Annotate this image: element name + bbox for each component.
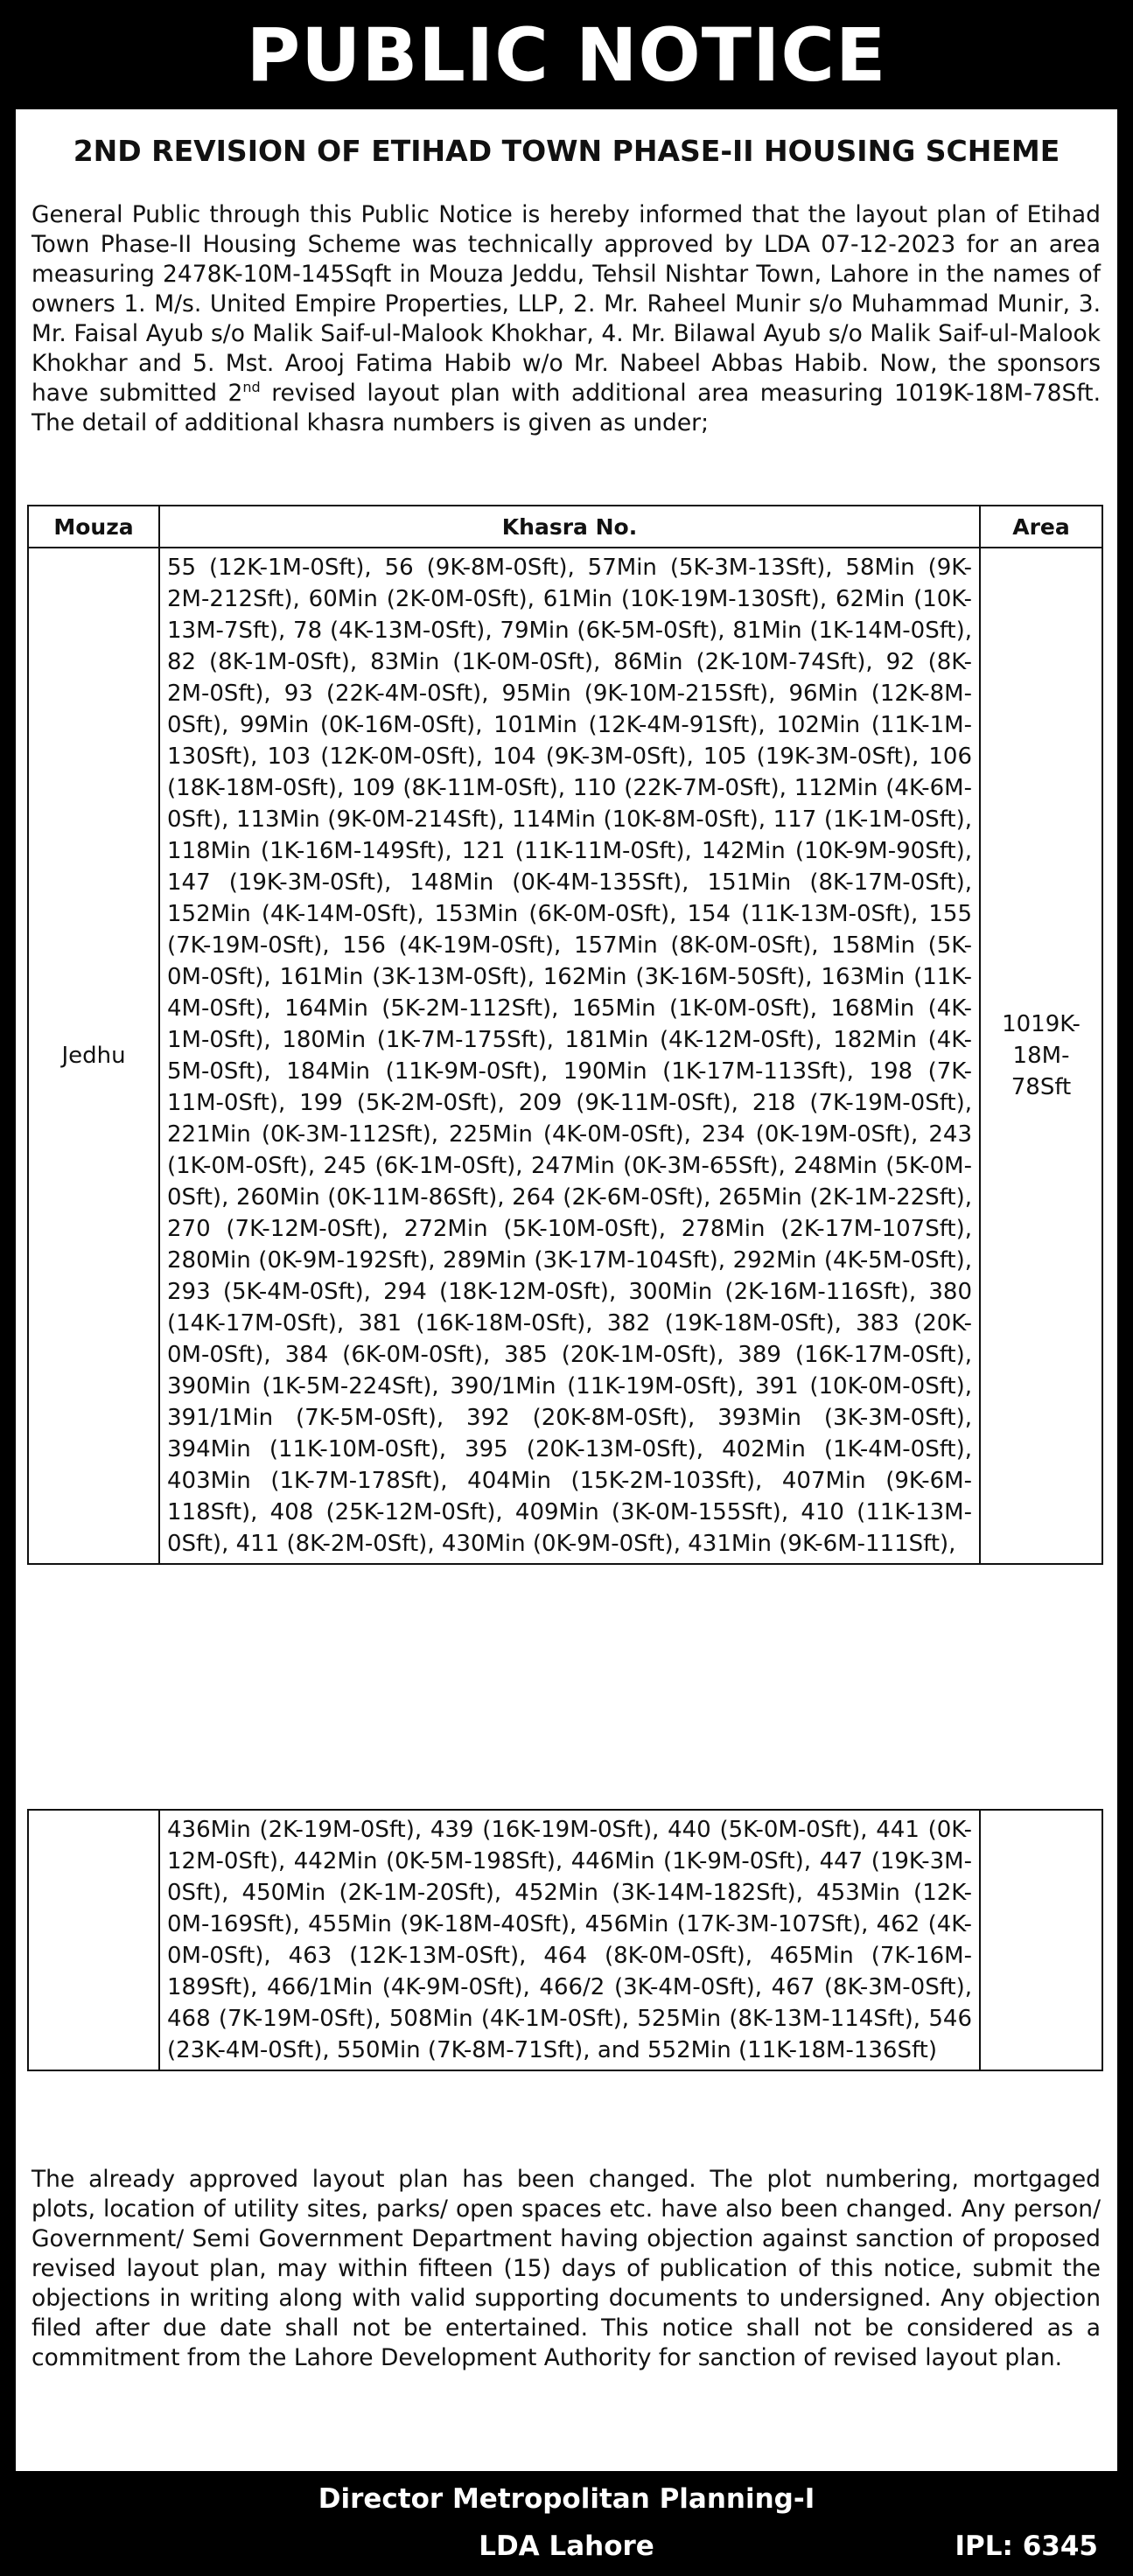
col-header-mouza: Mouza [28,506,159,548]
area-line: 78Sft [1011,1074,1072,1100]
table-row [28,548,1102,1564]
notice-header [0,0,1133,109]
khasra-cell: 436Min (2K-19M-0Sft), 439 (16K-19M-0Sft), 440 (5K-0M-0Sft), 441 (0K-12M-0Sft), 442Min (0K-5M-198Sft), 446Min (1K-9M-0Sft), 447 (19K-3M-0Sft), 450Min (2K-1M-20Sft), 452Min (3K-14M-182Sft), 453Min (12K-0M-169Sft), 455Min (9K-18M-40Sft), 456Min (17K-3M-107Sft), 462 (4K-0M-0Sft), 463 (12K-13M-0Sft), 464 (8K-0M-0Sft), 465Min (7K-16M-189Sft), 466/1Min (4K-9M-0Sft), 466/2 (3K-4M-0Sft), 467 (8K-3M-0Sft), 468 (7K-19M-0Sft), 508Min (4K-1M-0Sft), 525Min (8K-13M-114Sft), 546 (23K-4M-0Sft), 550Min (7K-8M-71Sft), and 552Min (11K-18M-136Sft) [159,1810,980,2070]
table-header-row [28,506,1102,548]
intro-text-b: revised layout plan with additional area measuring 1019K-18M-78Sft. The detail of additional khasra numbers is given as under; [31,380,1101,436]
area-cell [980,548,1102,1564]
signatory-title: Director Metropolitan Planning-I [318,2483,815,2515]
intro-paragraph [31,200,1101,438]
closing-paragraph: The already approved layout plan has been changed. The plot numbering, mortgaged plots, location of utility sites, parks/ open spaces etc. have also been changed. Any person/ Government/ Semi Government Department having objection against sanction of proposed revised layout plan, may within fifteen (15) days of publication of this notice, submit the objections in writing along with valid supporting documents to undersigned. Any objection filed after due date shall not be entertained. This notice shall not be considered as a commitment from the Lahore Development Authority for sanction of revised layout plan. [31,2166,1101,2371]
mouza-cell-empty [28,1810,159,2070]
table-row [28,1810,1102,2070]
khasra-cell: 55 (12K-1M-0Sft), 56 (9K-8M-0Sft), 57Min (5K-3M-13Sft), 58Min (9K-2M-212Sft), 60Min (2K-0M-0Sft), 61Min (10K-19M-130Sft), 62Min (10K-13M-7Sft), 78 (4K-13M-0Sft), 79Min (6K-5M-0Sft), 81Min (1K-14M-0Sft), 82 (8K-1M-0Sft), 83Min (1K-0M-0Sft), 86Min (2K-10M-74Sft), 92 (8K-2M-0Sft), 93 (22K-4M-0Sft), 95Min (9K-10M-215Sft), 96Min (12K-8M-0Sft), 99Min (0K-16M-0Sft), 101Min (12K-4M-91Sft), 102Min (11K-1M-130Sft), 103 (12K-0M-0Sft), 104 (9K-3M-0Sft), 105 (19K-3M-0Sft), 106 (18K-18M-0Sft), 109 (8K-11M-0Sft), 110 (22K-7M-0Sft), 112Min (4K-6M-0Sft), 113Min (9K-0M-214Sft), 114Min (10K-8M-0Sft), 117 (1K-1M-0Sft), 118Min (1K-16M-149Sft), 121 (11K-11M-0Sft), 142Min (10K-9M-90Sft), 147 (19K-3M-0Sft), 148Min (0K-4M-135Sft), 151Min (8K-17M-0Sft), 152Min (4K-14M-0Sft), 153Min (6K-0M-0Sft), 154 (11K-13M-0Sft), 155 (7K-19M-0Sft), 156 (4K-19M-0Sft), 157Min (8K-0M-0Sft), 158Min (5K-0M-0Sft), 161Min (3K-13M-0Sft), 162Min (3K-16M-50Sft), 163Min (11K-4M-0Sft), 164Min (5K-2M-112Sft), 165Min (1K-0M-0Sft), 168Min (4K-1M-0Sft), 180Min (1K-7M-175Sft), 181Min (4K-12M-0Sft), 182Min (4K-5M-0Sft), 184Min (11K-9M-0Sft), 190Min (1K-17M-113Sft), 198 (7K-11M-0Sft), 199 (5K-2M-0Sft), 209 (9K-11M-0Sft), 218 (7K-19M-0Sft), 221Min (0K-3M-112Sft), 225Min (4K-0M-0Sft), 234 (0K-19M-0Sft), 243 (1K-0M-0Sft), 245 (6K-1M-0Sft), 247Min (0K-3M-65Sft), 248Min (5K-0M-0Sft), 260Min (0K-11M-86Sft), 264 (2K-6M-0Sft), 265Min (2K-1M-22Sft), 270 (7K-12M-0Sft), 272Min (5K-10M-0Sft), 278Min (2K-17M-107Sft), 280Min (0K-9M-192Sft), 289Min (3K-17M-104Sft), 292Min (4K-5M-0Sft), 293 (5K-4M-0Sft), 294 (18K-12M-0Sft), 300Min (2K-16M-116Sft), 380 (14K-17M-0Sft), 381 (16K-18M-0Sft), 382 (19K-18M-0Sft), 383 (20K-0M-0Sft), 384 (6K-0M-0Sft), 385 (20K-1M-0Sft), 389 (16K-17M-0Sft), 390Min (1K-5M-224Sft), 390/1Min (11K-19M-0Sft), 391 (10K-0M-0Sft), 391/1Min (7K-5M-0Sft), 392 (20K-8M-0Sft), 393Min (3K-3M-0Sft), 394Min (11K-10M-0Sft), 395 (20K-13M-0Sft), 402Min (1K-4M-0Sft), 403Min (1K-7M-178Sft), 404Min (15K-2M-103Sft), 407Min (9K-6M-118Sft), 408 (25K-12M-0Sft), 409Min (3K-0M-155Sft), 410 (11K-13M-0Sft), 411 (8K-2M-0Sft), 430Min (0K-9M-0Sft), 431Min (9K-6M-111Sft), [159,548,980,1564]
intro-superscript: nd [242,379,261,396]
area-line: 1019K- [1002,1011,1081,1037]
signatory-office: LDA Lahore [479,2531,654,2562]
mouza-cell: Jedhu [28,548,159,1564]
notice-footer [0,2471,1133,2576]
khasra-table-continued [27,1809,1103,2071]
col-header-khasra: Khasra No. [159,506,980,548]
area-line: 18M- [1012,1043,1070,1069]
notice-body [16,109,1117,2471]
col-header-area: Area [980,506,1102,548]
intro-text-a: General Public through this Public Notice is hereby informed that the layout plan of Etihad Town Phase-II Housing Scheme was technically approved by LDA 07-12-2023 for an area measuring 2478K-10M-145Sqft in Mouza Jeddu, Tehsil Nishtar Town, Lahore in the names of owners 1. M/s. United Empire Properties, LLP, 2. Mr. Raheel Munir s/o Muhammad Munir, 3. Mr. Faisal Ayub s/o Malik Saif-ul-Malook Khokhar, 4. Mr. Bilawal Ayub s/o Malik Saif-ul-Malook Khokhar and 5. Mst. Arooj Fatima Habib w/o Mr. Nabeel Abbas Habib. Now, the sponsors have submitted 2 [31,201,1101,407]
area-cell-empty [980,1810,1102,2070]
notice-subtitle: 2ND REVISION OF ETIHAD TOWN PHASE-II HOUSING SCHEME [73,134,1060,168]
ipl-number: IPL: 6345 [955,2531,1098,2562]
khasra-table [27,505,1103,1565]
notice-title: PUBLIC NOTICE [246,11,887,98]
